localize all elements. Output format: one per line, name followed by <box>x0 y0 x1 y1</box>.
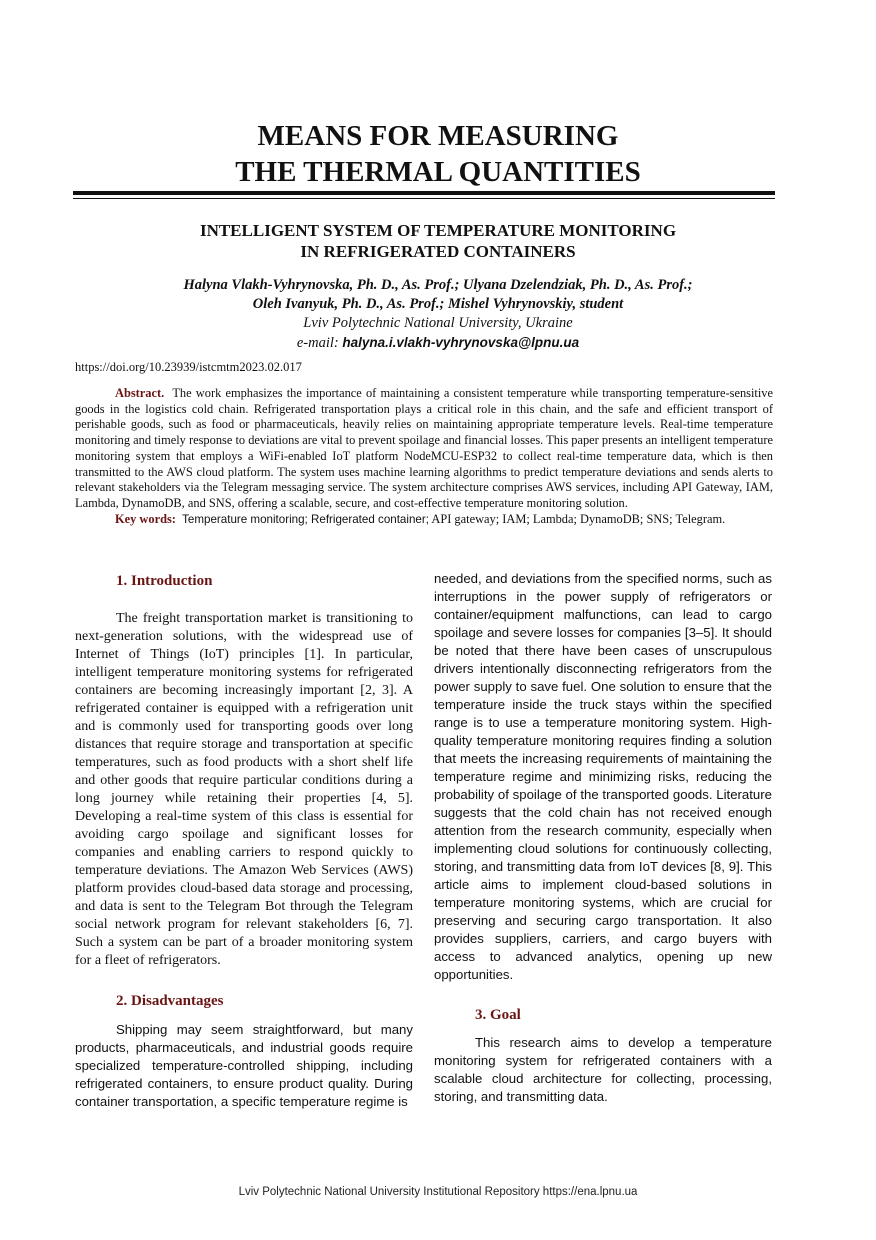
keywords-primary: Temperature monitoring; Refrigerated container; <box>182 512 429 526</box>
disadvantages-paragraph: Shipping may seem straightforward, but many products, pharmaceuticals, and industrial goods require specialized temperature-controlled shipping, including refrigerated containers, to ensure product quality. During container transportation, a specific temperature regime is <box>75 1022 413 1109</box>
intro-heading: 1. Introduction <box>116 573 213 589</box>
authors-line1: Halyna Vlakh-Vyhrynovska, Ph. D., As. Prof.; Ulyana Dzelendziak, Ph. D., As. Prof.; <box>183 277 693 293</box>
affiliation: Lviv Polytechnic National University, Ukraine <box>303 315 573 331</box>
right-column <box>434 570 772 1106</box>
email-link[interactable]: halyna.i.vlakh-vyhrynovska@lpnu.ua <box>342 335 580 350</box>
keywords <box>75 512 773 528</box>
keywords-label: Key words: <box>115 511 176 526</box>
paper-title-line2: IN REFRIGERATED CONTAINERS <box>300 242 576 261</box>
title-rule-thick <box>73 191 775 195</box>
section-title-line1: MEANS FOR MEASURING <box>257 120 619 152</box>
paper-title-line1: INTELLIGENT SYSTEM OF TEMPERATURE MONITORING <box>199 221 677 240</box>
abstract-paragraph <box>75 386 773 512</box>
disadvantages-paragraph-cont: needed, and deviations from the specified norms, such as interruptions in the power supply of refrigerators or container/equipment malfunctions, can lead to cargo spoilage and severe losses for companies [3–5]. It should be noted that there have been cases of unscrupulous drivers intentionally disconnecting refrigerators from the power supply to save fuel. One solution to ensure that the temperature inside the truck stays within the specified range is to use a temperature monitoring system. High-quality temperature monitoring requires finding a solution that meets the increasing requirements of maintaining the temperature regime and minimizing risks, reducing the probability of spoilage of the transported goods. Literature suggests that the cold chain has not received enough attention from the research community, especially when implementing cloud solutions for continuously collecting, storing, and transmitting data from IoT devices [8, 9]. This article aims to implement cloud-based solutions in temperature monitoring systems, which are crucial for preserving and securing cargo transportation. It also provides suppliers, carriers, and cargo buyers with access to advanced analytics, opening up new opportunities. <box>434 571 772 982</box>
intro-paragraph: The freight transportation market is transitioning to next-generation solutions, with the widespread use of Internet of Things (IoT) principles [1]. In particular, intelligent temperature monitoring systems for refrigerated containers are becoming increasingly important [2, 3]. A refrigerated container is equipped with a refrigeration unit and is commonly used for transporting goods over long distances that require storage and transportation at specific temperatures, such as food products with a short shelf life and other goods that require particular conditions during a long journey while retaining their properties [4, 5]. Developing a real-time system of this class is essential for avoiding cargo spoilage and significant losses for companies and enabling carriers to respond quickly to temperature deviations. The Amazon Web Services (AWS) platform provides cloud-based data storage and processing, and data is sent to the Telegram Bot through the Telegram social network program for relevant stakeholders [6, 7]. Such a system can be part of a broader monitoring system for a fleet of refrigerators. <box>75 611 413 968</box>
doi-link[interactable]: https://doi.org/10.23939/istcmtm2023.02.017 <box>75 360 302 374</box>
author-block <box>0 276 876 353</box>
repository-footer: Lviv Polytechnic National University Institutional Repository https://ena.lpnu.ua <box>238 1186 638 1198</box>
goal-heading: 3. Goal <box>475 1007 521 1023</box>
left-column <box>75 570 413 1111</box>
section-title <box>0 118 876 190</box>
email-line <box>0 333 876 353</box>
abstract <box>75 386 773 527</box>
abstract-label: Abstract. <box>115 386 165 400</box>
paper-title <box>0 220 876 262</box>
email-label: e-mail: <box>296 335 343 351</box>
disadvantages-heading: 2. Disadvantages <box>116 993 224 1009</box>
section-title-line2: THE THERMAL QUANTITIES <box>235 156 641 188</box>
keywords-secondary: API gateway; IAM; Lambda; DynamoDB; SNS; Telegram. <box>428 511 726 526</box>
abstract-text: The work emphasizes the importance of maintaining a consistent temperature while transporting temperature-sensitive goods in the logistics cold chain. Refrigerated transportation plays a critical role in this chain, and the safe and efficient transport of perishable goods, such as food or pharmaceuticals, heavily relies on maintaining appropriate temperature levels. Real-time temperature monitoring and timely response to deviations are vital to prevent spoilage and financial losses. This paper presents an intelligent temperature monitoring system that employs a WiFi-enabled IoT platform NodeMCU-ESP32 to collect real-time temperature data, which is then transmitted to the AWS cloud platform. The system uses machine learning algorithms to predict temperature deviations and sends alerts to relevant stakeholders via the Telegram messaging service. The system architecture comprises AWS services, including API Gateway, IAM, Lambda, DynamoDB, and SNS, offering a scalable, secure, and cost-effective temperature monitoring solution. <box>75 386 773 510</box>
goal-paragraph: This research aims to develop a temperature monitoring system for refrigerated containers with a scalable cloud architecture for collecting, processing, storing, and transmitting data. <box>434 1035 772 1104</box>
title-rule-thin <box>73 198 775 199</box>
authors-line2: Oleh Ivanyuk, Ph. D., As. Prof.; Mishel Vyhrynovskiy, student <box>252 296 624 312</box>
